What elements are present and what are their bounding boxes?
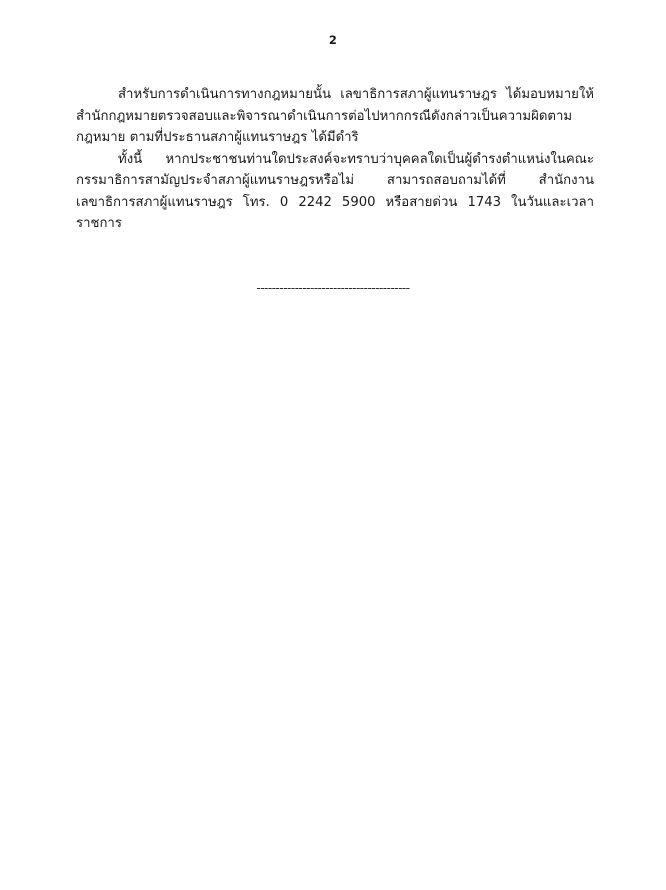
paragraph-text: สำหรับการดำเนินการทางกฎหมายนั้น เลขาธิการสภาผู้แทนราษฎร ได้มอบหมายให้สำนักกฎหมายตรวจสอบและพิจารณาดำเนินการต่อไปหากกรณีดังกล่าวเป็นความผิดตามกฎหมาย ตามที่ประธานสภาผู้แทนราษฎร ได้มีดำริ (76, 87, 594, 145)
document-body (76, 84, 594, 235)
paragraph (76, 149, 594, 235)
page-number: 2 (328, 33, 338, 47)
paragraph (76, 84, 594, 149)
section-divider: ---------------------------------------- (256, 281, 410, 295)
paragraph-text: ทั้งนี้ หากประชาชนท่านใดประสงค์จะทราบว่าบุคคลใดเป็นผู้ดำรงตำแหน่งในคณะกรรมาธิการสามัญประจำสภาผู้แทนราษฎรหรือไม่ สามารถสอบถามได้ที่ สำนักงานเลขาธิการสภาผู้แทนราษฎร โทร. 0 2242 5900 หรือสายด่วน 1743 ในวันและเวลาราชการ (76, 151, 594, 231)
